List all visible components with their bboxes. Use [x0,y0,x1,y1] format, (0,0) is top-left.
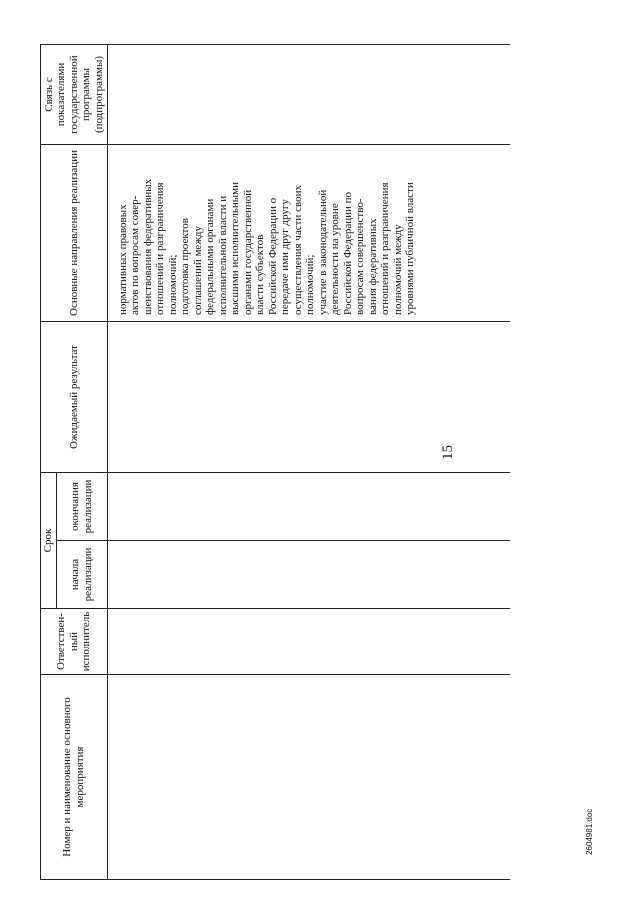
header-link: Связь с показателями государственной программы (подпрограммы) [41,45,108,145]
header-row-1 [41,45,57,880]
header-term-end: окончания реализации [56,473,107,541]
rotated-page [40,25,605,880]
header-event: Номер и наименование основного мероприятия [41,675,108,880]
header-term: Срок [41,473,57,609]
page-number: 15 [440,445,456,460]
document-code: 2604981.doc [585,808,594,855]
header-term-start: начала реализации [56,541,107,609]
header-responsible: Ответствен-ный исполнитель [41,609,108,675]
header-directions: Основные направления реализации [41,145,108,322]
header-result: Ожидаемый результат [41,322,108,473]
directions-text: нормативных правовых актов по вопросам совер- шенствования федеративных отношений и разграничения полномочий; подготовка проектов соглашений между федеральными органами исполнительной власти и высшими исполнительными органами государственной власти субъектов Российской Федерации о передаче ими друг другу осуществления части своих полномочий; участие в законодательной деятельности на уровне Российской Федерации по вопросам совершенство- вания федеративных отношений и разграничения полномочий между уровнями публичной власти [116,178,416,315]
